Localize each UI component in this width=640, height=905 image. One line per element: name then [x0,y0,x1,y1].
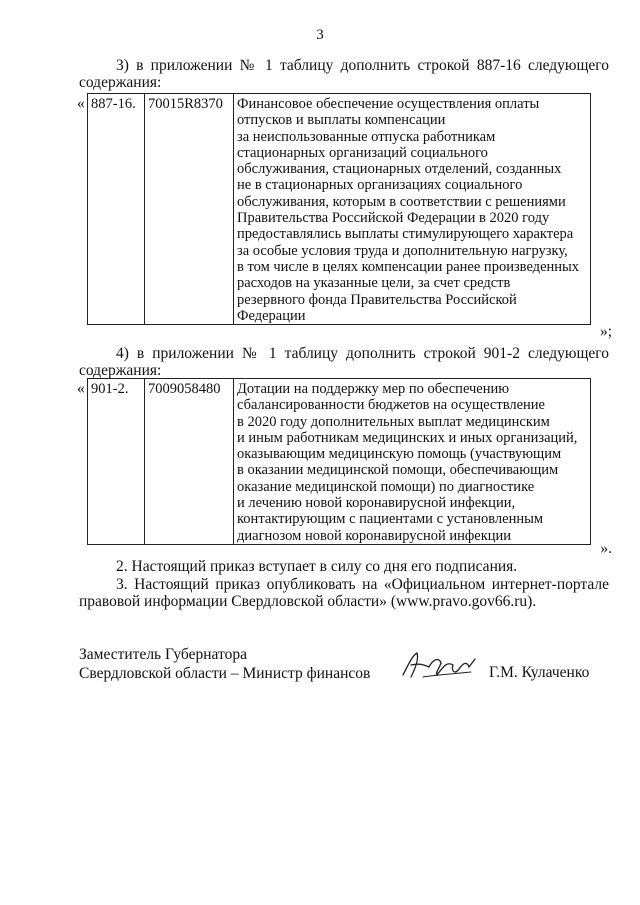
item3-desc-line: обслуживания, стационарных отделений, созданных [237,161,562,178]
item4-desc-line: диагнозом новой коронавирусной инфекции [237,527,512,544]
item3-desc-line: Федерации [237,307,306,324]
item3-intro-line2: содержания: [79,74,162,91]
item3-code: 70015R8370 [145,94,234,325]
item3-desc-line: обслуживания, которым в соответствии с решениями [237,193,566,210]
item3-desc-line: не в стационарных организациях социального [237,177,523,194]
page-number: 3 [316,27,324,43]
item3-desc-line: расходов на указанные цели, за счет средств [237,275,511,292]
item3-desc-line: резервного фонда Правительства Российской [237,291,517,308]
item4-desc-line: Дотации на поддержку мер по обеспечению [237,381,510,397]
item3-quote-open: « [77,95,85,112]
clause3 [79,576,609,610]
item4-desc-line: сбалансированности бюджетов на осуществление [237,397,545,414]
item3-desc-line: предоставлялись выплаты стимулирующего характера [237,226,574,243]
item4-desc-line: в оказании медицинской помощи, обеспечивающим [237,462,559,479]
item4-desc-line: в 2020 году дополнительных выплат медицинским [237,413,550,430]
item3-desc-line: Правительства Российской Федерации в 2020 году [237,210,550,227]
item3-table [87,93,591,325]
item3-desc-line: Финансовое обеспечение осуществления оплаты [237,96,540,112]
item4-code: 7009058480 [145,379,234,545]
signatory-position-line2: Свердловской области – Министр финансов [79,665,371,682]
item4-desc-line: оказание медицинской помощи) по диагностике [237,478,535,495]
item4-intro-line1: 4) в приложении № 1 таблицу дополнить строкой 901-2 следующего [116,345,609,362]
item4-row-number: 901-2. [88,379,145,545]
handwritten-signature [395,645,485,685]
item3-desc-line: стационарных организаций социального [237,144,488,161]
clause3-line2: правовой информации Свердловской области» (www.pravo.gov66.ru). [79,593,537,610]
item3-desc-line: отпусков и выплаты компенсации [237,112,446,129]
item3-desc-line: в том числе в целях компенсации ранее произведенных [237,258,580,275]
item4-description [234,379,591,545]
item3-quote-close: »; [599,323,612,340]
item4-desc-line: контактирующим с пациентами с установленным [237,511,544,528]
signatory-position-line1: Заместитель Губернатора [79,646,247,663]
item4-desc-line: оказывающим медицинскую помощь (участвующим [237,446,562,463]
item3-description [234,94,591,325]
clause2 [79,558,609,575]
signatory-name: Г.М. Кулаченко [489,664,590,681]
item4-intro-line2: содержания: [79,362,162,379]
item3-intro-line1: 3) в приложении № 1 таблицу дополнить строкой 887-16 следующего [116,57,609,74]
item4-quote-close: ». [600,540,612,557]
item4-quote-open: « [77,380,85,397]
item4-desc-line: и лечению новой коронавирусной инфекции, [237,495,516,512]
item3-desc-line: за неиспользованные отпуска работникам [237,128,496,145]
item4-desc-line: и иным работникам медицинских и иных организаций, [237,429,578,446]
item4-table [87,378,591,545]
signatory-position [79,645,370,683]
clause3-line1: 3. Настоящий приказ опубликовать на «Официальном интернет-портале [116,576,609,593]
item4-intro [79,345,609,379]
item3-desc-line: за особые условия труда и дополнительную нагрузку, [237,242,568,259]
item3-intro [79,57,609,91]
item3-row-number: 887-16. [88,94,145,325]
clause2-text: 2. Настоящий приказ вступает в силу со дня его подписания. [116,558,518,575]
